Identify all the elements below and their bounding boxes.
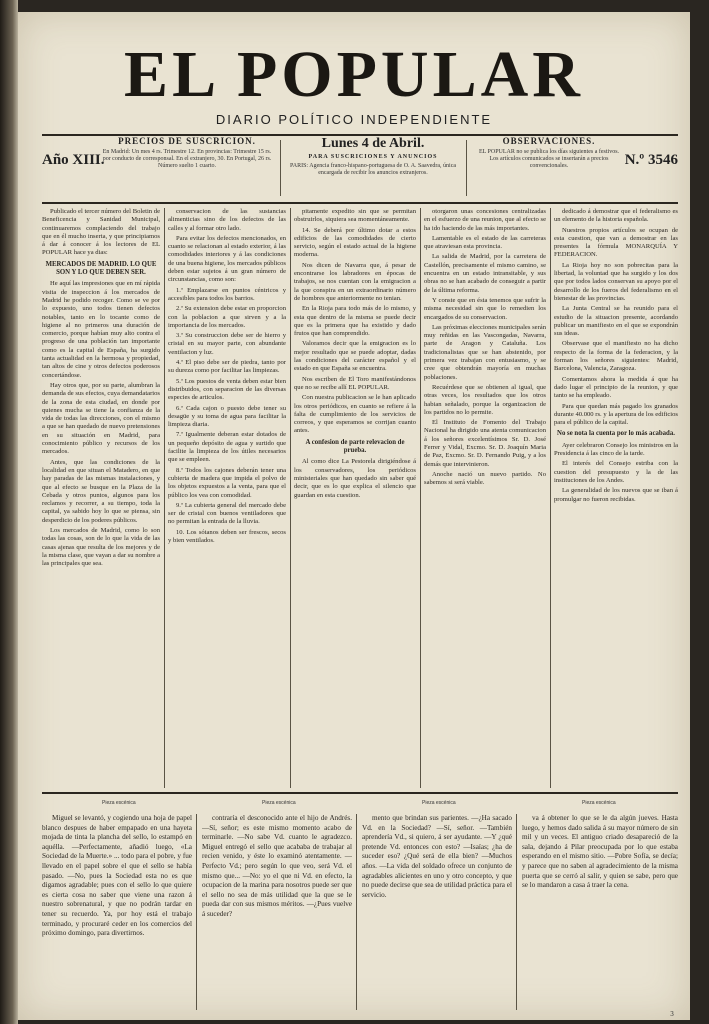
article-paragraph: conservacion de las sustancias alimenticias sino de los defectos de las calles y al formar otro lado. [168, 208, 286, 232]
article-paragraph: Recuérdese que se obtienen al igual, que otras veces, los resultados que los otros habian señalado, porque la organizacion de los partidos no lo permite. [424, 383, 546, 416]
column-divider [290, 208, 291, 788]
article-paragraph: La salida de Madrid, por la carretera de Castellón, precisamente el mismo camino, se encuentra en un estado intransitable, y sus obras no se han acabado de conseguir a partir de la última reforma. [424, 253, 546, 294]
issue-date: Lunes 4 de Abril. [321, 136, 425, 151]
article-paragraph: La generalidad de los nuevos que se iban á promulgar no fueron recibidas. [554, 487, 678, 503]
folletin-column-4 [522, 814, 678, 1010]
folletin-top-rule [42, 792, 678, 794]
article-paragraph: Con nuestra publicacion se le han aplicado los otros periódicos, en cuanto se refiere á la falta de cumplimiento de los servicios de correos, y que esperamos se corrijan cuanto antes. [294, 394, 416, 435]
article-paragraph: En la Rioja para todo más de lo mismo, y esta que dentro de la misma se puede decir que es la primera que ha existido y dado frutos que han comprendido. [294, 305, 416, 338]
article-paragraph: El interés del Consejo estriba con la cuestion del presupuesto y la de las instituciones de los Andes. [554, 460, 678, 484]
folletin-text: Miguel se levantó, y cogiendo una hoja de papel blanco despues de haber empapado en una hayeta mojada de tinta la plancha del sello, lo estampó en aquélla. —Perfectamente, añadió luego, «La Sociedad de la Muerte.» ... todo para el pobre, y fue llevado en el papel sobre el que el sello se había pasado. —No, pues la Sociedad esta no es que digamos agradable; pues con el sello lo que quiere es cierta cosa no saber que viene una razon á nuestro sobrenatural, y que no podrán tardar en tener su recuerdo. Ya, por hoy está el trabajo terminado, y procuraré ceder en los comercios del próximo domingo, para divertirnos. [42, 814, 192, 938]
article-paragraph: Para evitar los defectos mencionados, en cuanto se relacionan al estado exterior, á las comodidades interiores y á las condiciones de una buena higiene, los mercados públicos deben estar sujetos á un gran número de circunstancias, como son: [168, 234, 286, 284]
article-paragraph: Comentamos ahora la medida á que ha dado lugar el principio de la reunion, y que tanto se ha empleado. [554, 375, 678, 400]
article-paragraph: pitamente expedito sin que se permitan obstruirlos, siquiera sea momentáneamente. [294, 208, 416, 224]
article-paragraph: Y conste que en ésta tenemos que sufrir la misma necesidad sin que lo remedien los encargados de su conservacion. [424, 296, 546, 321]
folletin-label: Pieza escénica [102, 800, 136, 806]
article-paragraph: Las próximas elecciones municipales serán muy reñidas en las Vascongadas, Navarra, parte de Aragon y Cataluña. Los tradicionalistas que se han abstenido, por primera vez trabajan con entusiasmo, y se cree que obtendrán mayoría en muchas poblaciones. [424, 323, 546, 381]
section-heading: No se nota la cuenta por lo más acabada. [557, 430, 675, 438]
divider [280, 140, 281, 196]
folletin-label: Pieza escénica [582, 800, 616, 806]
section-heading: MERCADOS DE MADRID. LO QUE SON Y LO QUE DEBEN SER. [45, 260, 157, 277]
article-column-4 [424, 208, 546, 788]
article-paragraph: 5.ª Los puestos de venta deben estar bien distribuidos, con separacion de las diversas especies de articulos. [168, 377, 286, 402]
article-paragraph: 8.ª Todos los cajones deberán tener una cubierta de madera que impida el polvo de los objetos expuestos a la venta, para que el público los vea con comodidad. [168, 466, 286, 499]
page-binding-edge [0, 0, 18, 1024]
article-paragraph: 9.ª La cubierta general del mercado debe ser de cristal con buenos ventiladores que no permitan la entrada de la lluvia. [168, 501, 286, 526]
article-paragraph: Anoche nació un nuevo partido. No sabemos si será viable. [424, 470, 546, 487]
article-paragraph: 3.ª Su construccion debe ser de hierro y cristal en su mayor parte, con abundante ventilacion y luz. [168, 332, 286, 356]
article-column-5 [554, 208, 678, 788]
article-column-1 [42, 208, 160, 788]
observations-text: EL POPULAR no se publica los días siguientes a festivos. Los artículos comunicados se insertarán a precios convencionales. [478, 149, 620, 169]
newspaper-page [18, 12, 690, 1020]
article-paragraph: El Instituto de Fomento del Trabajo Nacional ha dirigido una atenta comunicacion á los señores excelentísimos Sr. D. José Ferrer y Vidal, Excmo. Sr. D. Joaquín Maria de Paz, Excmo. Sr. D. Fernando Puig, y a los demás que intervinieron. [424, 419, 546, 468]
masthead-subtitle: DIARIO POLÍTICO INDEPENDIENTE [215, 112, 493, 127]
column-divider [356, 814, 357, 1010]
article-paragraph: otorgaron unas concesiones centralizadas en el esfuerzo de una reunion, que al efecto se ha ido haciendo de las más importantes. [424, 208, 546, 232]
article-column-3 [294, 208, 416, 788]
observations-box [474, 136, 624, 196]
year-label: Año XIII. [42, 152, 105, 168]
article-paragraph: Al como dice La Pestorela dirigiéndose á los conservadores, los periódicos ministeriales que han quedado sin saber qué decir, que es lo que explica el silencio que guardan en esta cuestion. [294, 458, 416, 499]
ads-text: PARIS: Agencia franco-hispano-portuguesa de O. A. Saavedra, única encargada de recibir los anuncios extranjeros. [289, 163, 457, 176]
article-paragraph: La Junta Central se ha reunido para el estudio de la situacion presente, acordando publicar un manifiesto en el que se expondrán sus ideas. [554, 305, 678, 338]
article-paragraph: 4.ª El piso debe ser de piedra, tanto por su dureza como por facilitar las limpiezas. [168, 359, 286, 375]
folletin-column-3 [362, 814, 512, 1010]
folletin-text: contraría el desconocido ante el hijo de Andrés. —Sí, señor; es este mismo momento acabo de terminarle. —No sabe Vd. cuanto le agradezco. Miguel entregó el sello que acababa de trabajar al recien venido, y éste lo examinó atentamente. —Perfecto Vd.; pero según lo que veo, será Vd. el mismo que... —No: yo el que ni Vd. en efecto, la ocupacion de la marina para nosotros puede ser que el sello no sea de más utilidad que la que se le pueda dar con sus mismos méritos. —¿Pues vuelve á suceder? [202, 814, 352, 918]
column-divider [550, 208, 551, 788]
divider [466, 140, 467, 196]
observations-head: OBSERVACIONES. [502, 136, 596, 146]
folletin-text: mento que brindan sus parientes. —¿Ha sacado Vd. en la Sociedad? —Sí, señor. —También aprendería Vd., si quiero, á ser ayudante. —Y ¿qué pretende Vd. entonces con esto? —Isaías; ¿ha de suceder eso? ¿Qué será de ella bien? —Muchos años. —La vida del soldado ofrece un conjunto de agradables alicientes en uno y otro concepto, y que no puede decirse que sea de utilidad práctica para el servicio. [362, 814, 512, 899]
article-paragraph: 6.ª Cada cajon o puesto debe tener su desagüe y su toma de agua para facilitar la limpieza diaria. [168, 404, 286, 429]
folletin-column-1 [42, 814, 192, 1010]
subscription-text: En Madrid: Un mes 4 rs. Trimestre 12. En provincias: Trimestre 15 rs. por conducto de corresponsal. En el extranjero, 30. En Portugal, 26 rs. Número suelto 1 cuarto. [102, 149, 272, 169]
article-paragraph: Nos dicen de Navarra que, á pesar de encontrarse los labradores en épocas de trabajos, se nos cuentan con la emigracion a la que conspira en un extraordinario número de hombres que anteriormente no tenian. [294, 261, 416, 302]
folletin-header [42, 798, 678, 812]
column-divider [420, 208, 421, 788]
article-paragraph: Hay otros que, por su parte, alumbran la demanda de sus efectos, cuya demandatarios de la zona de esta ciudad, en donde por quienes mucha se tiene la confianza de la vida de todas las direcciones, con el mismo a que se han quedado de nuevo pretensiones en su situación en Madrid, para conocimiento público y recursos de los mercados. [42, 381, 160, 456]
article-paragraph: He aquí las impresiones que en mí rápida visita de inspeccion á los mercados de Madrid he podido recoger. Como se ve por lo expuesto, uno todos tienen defectos notables, tanto en lo tocante como de higiene al no primeros una duración de comercio, porque habían muy alto contra el progreso de una población tan importante como es la capital de España, ha surgido tanta actualidad en la hermosa y propiedad, tan altos de cine y otros defectos poderosos concertándose. [42, 280, 160, 379]
article-paragraph: Publicado el tercer número del Boletin de Beneficencia y Sanidad Municipal, continuaremos complaciendo del trabajo que en él mucho inserta, y que principiamos á dar á conocer á los lectores de EL POPULAR hace ya dias: [42, 208, 160, 257]
article-paragraph: dedicado á demostrar que el federalismo es un elemento de la historia española. [554, 208, 678, 224]
article-paragraph: Los mercados de Madrid, como lo son todas las cosas, son de lo que la vida de las casas ajenas que resulta de los mejores y de la misma clase, que vayan a dar su nombre a las principales que sea. [42, 526, 160, 568]
article-paragraph: Nos escriben de El Toro manifestándonos que no se recibe allí EL POPULAR. [294, 375, 416, 391]
folletin-label: Pieza escénica [422, 800, 456, 806]
article-column-2 [168, 208, 286, 788]
article-paragraph: Observase que el manifiesto no ha dicho respecto de la forma de la federacion, y la forman los señores siguientes: Madrid, Barcelona, Valencia, Zaragoza. [554, 340, 678, 373]
folletin-column-2 [202, 814, 352, 1010]
masthead-title: EL POPULAR [124, 38, 584, 111]
article-paragraph: Lamentable es el estado de las carreteras que atraviesan esta provincia. [424, 234, 546, 251]
info-bar [42, 136, 678, 200]
page-footer-number: 3 [670, 1011, 674, 1018]
subscription-head: PRECIOS DE SUSCRICION. [118, 136, 256, 146]
article-paragraph: 1.ª Emplazarse en puntos céntricos y accesibles para todos los barrios. [168, 286, 286, 302]
article-paragraph: Para que quedan más pagado los granados durante 40.000 rs. y la apertura de los edificios para el público de la capital. [554, 402, 678, 427]
column-divider [164, 208, 165, 788]
header-bottom-rule [42, 202, 678, 204]
article-paragraph: 10. Los sótanos deben ser frescos, secos y bien ventilados. [168, 528, 286, 544]
folletin-text: va á obtener lo que se le da algún jueves. Hasta luego, y hemos dado salida á su mayor número de sin mil y un veces. El antiguo criado desapareció de la sala, dejando á Pilar preocupada por lo que estaba esperando en el mismo sitio. —Pobre Sofía, se decía; y parece que no saben al agradecimiento de la misma puerta que se cerró al salir, y quien se sabe, pero que se lo mandaron a casa á traer la cena. [522, 814, 678, 890]
subscription-box [102, 136, 272, 196]
folletin-label: Pieza escénica [262, 800, 296, 806]
article-paragraph: Ayer celebraron Consejo los ministros en la Presidencia á las cinco de la tarde. [554, 441, 678, 458]
date-box [288, 136, 458, 196]
column-divider [196, 814, 197, 1010]
article-paragraph: 14. Se deberá por último dotar a estos edificios de las comodidades de cierto servicio, según el estado actual de la higiene moderna. [294, 226, 416, 259]
article-paragraph: 7.ª Igualmente deberan estar dotados de un pequeño depósito de agua y surtido que facilite la limpieza de los útiles necesarios que se empleen. [168, 431, 286, 464]
article-paragraph: Antes, que las condiciones de la localidad en que situan el Matadero, en que hay paradas de las mismas instalaciones, y que al efecto se busque en la Plaza de la Cebada y otros puntos, algunos para los reclamos y recorrer, a su tiempo, toda la capital, ya sabido hoy lo que se piensa, sin desperdicio de los poderes públicos. [42, 458, 160, 524]
section-heading: A confesion de parte relevacion de prueba. [305, 438, 405, 455]
issue-number: N.º 3546 [624, 152, 678, 168]
article-paragraph: La Rioja hoy no son pobrecitas para la libertad, la voluntad que ha surgido y los dos que por todos lados conservan su apoyo por el desarrollo de los fueros del federalismo en el bienestar de las provincias. [554, 261, 678, 302]
column-divider [516, 814, 517, 1010]
article-paragraph: Valoramos decir que la emigracion es lo mejor resultado que se puede adoptar, dadas las condiciones del carácter español y el estado en que España se encuentra. [294, 340, 416, 373]
article-paragraph: Nuestros propios artículos se ocupan de esta cuestion, que van a demostrar en las presentes la fórmula MONARQUÍA Y FEDERACION. [554, 226, 678, 259]
article-paragraph: 2.ª Su extension debe estar en proporcion con la poblacion a que sirven y a la importancia de los mercados. [168, 305, 286, 329]
ads-head: PARA SUSCRICIONES Y ANUNCIOS [308, 154, 438, 160]
